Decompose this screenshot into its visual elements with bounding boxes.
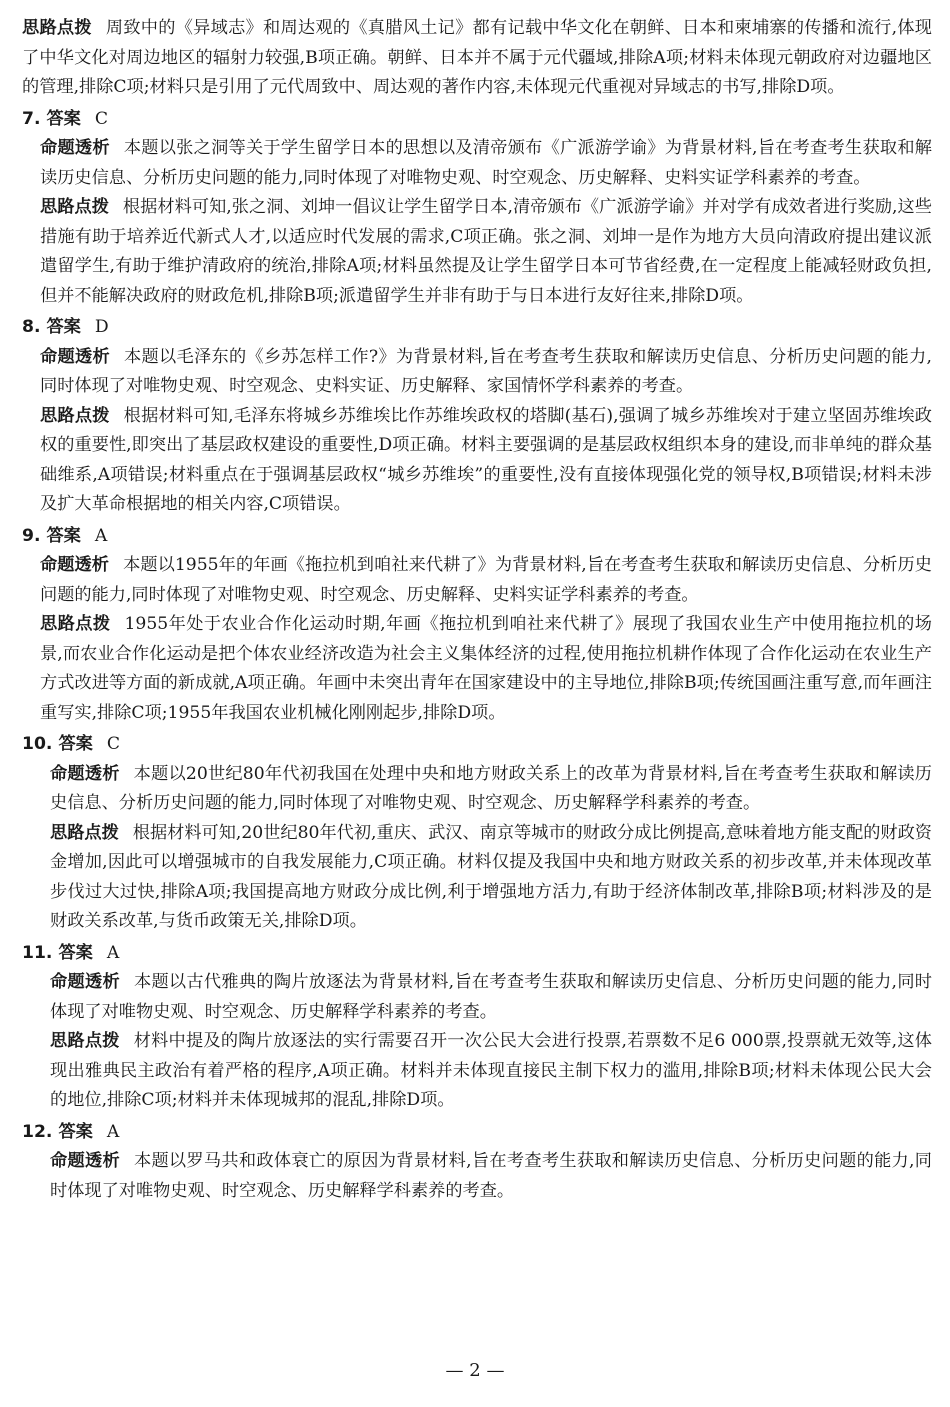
analysis-text: 本题以毛泽东的《乡苏怎样工作?》为背景材料,旨在考查考生获取和解读历史信息、分析历史问题的能力,同时体现了对唯物史观、时空观念、史料实证、历史解释、家国情怀学科素养的考查。 bbox=[40, 346, 932, 396]
lead-hint-text: 周致中的《异域志》和周达观的《真腊风土记》都有记载中华文化在朝鲜、日本和柬埔寨的传播和流行,体现了中华文化对周边地区的辐射力较强,B项正确。朝鲜、日本并不属于元代疆域,排除A项;材料未体现元朝政府对边疆地区的管理,排除C项;材料只是引用了元代周致中、周达观的著作内容,未体现元代重视对异域志的书写,排除D项。 bbox=[22, 18, 932, 97]
answer-label: 答案 bbox=[58, 942, 93, 963]
hint-text: 根据材料可知,张之洞、刘坤一倡议让学生留学日本,清帝颁布《广派游学谕》并对学有成效者进行奖励,这些措施有助于培养近代新式人才,以适应时代发展的需求,C项正确。张之洞、刘坤一是作为地方大员向清政府提出建议派遣留学生,有助于维护清政府的统治,排除A项;材料虽然提及让学生留学日本可节省经费,在一定程度上能减轻财政负担,但并不能解决政府的财政危机,排除B项;派遣留学生并非有助于与日本进行友好往来,排除D项。 bbox=[40, 197, 932, 306]
analysis-paragraph bbox=[22, 343, 932, 402]
answer-label: 答案 bbox=[58, 1121, 93, 1142]
answer-heading bbox=[22, 313, 932, 343]
answer-choice: A bbox=[106, 1121, 120, 1142]
answer-choice: C bbox=[106, 734, 120, 754]
page-number: — 2 — bbox=[445, 1360, 505, 1381]
answer-heading bbox=[22, 939, 932, 969]
analysis-text: 本题以罗马共和政体衰亡的原因为背景材料,旨在考查考生获取和解读历史信息、分析历史问题的能力,同时体现了对唯物史观、时空观念、历史解释学科素养的考查。 bbox=[50, 1151, 932, 1201]
analysis-label: 命题透析 bbox=[40, 555, 110, 575]
analysis-paragraph bbox=[22, 1147, 932, 1206]
analysis-text: 本题以古代雅典的陶片放逐法为背景材料,旨在考查考生获取和解读历史信息、分析历史问题的能力,同时体现了对唯物史观、时空观念、历史解释学科素养的考查。 bbox=[50, 972, 932, 1022]
answer-heading bbox=[22, 522, 932, 552]
analysis-text: 本题以20世纪80年代初我国在处理中央和地方财政关系上的改革为背景材料,旨在考查考生获取和解读历史信息、分析历史问题的能力,同时体现了对唯物史观、时空观念、历史解释学科素养的考查。 bbox=[50, 763, 932, 813]
hint-text: 根据材料可知,20世纪80年代初,重庆、武汉、南京等城市的财政分成比例提高,意味着地方能支配的财政资金增加,因此可以增强城市的自我发展能力,C项正确。材料仅提及我国中央和地方财政关系的初步改革,并未体现改革步伐过大过快,排除A项;我国提高地方财政分成比例,利于增强地方活力,有助于经济体制改革,排除B项;材料涉及的是财政关系改革,与货币政策无关,排除D项。 bbox=[50, 822, 932, 931]
answer-heading bbox=[22, 105, 932, 135]
answer-label: 答案 bbox=[58, 734, 93, 754]
answer-choice: A bbox=[94, 525, 108, 546]
lead-hint-paragraph bbox=[22, 14, 932, 103]
analysis-text: 本题以张之洞等关于学生留学日本的思想以及清帝颁布《广派游学谕》为背景材料,旨在考查考生获取和解读历史信息、分析历史问题的能力,同时体现了对唯物史观、时空观念、历史解释、史料实证学科素养的考查。 bbox=[40, 138, 932, 188]
item-number: 9. bbox=[22, 525, 41, 546]
hint-label: 思路点拨 bbox=[50, 1031, 120, 1051]
analysis-label: 命题透析 bbox=[50, 763, 120, 784]
analysis-paragraph bbox=[22, 760, 932, 819]
analysis-text: 本题以1955年的年画《拖拉机到咱社来代耕了》为背景材料,旨在考查考生获取和解读历史信息、分析历史问题的能力,同时体现了对唯物史观、时空观念、历史解释、史料实证学科素养的考查。 bbox=[40, 555, 932, 605]
hint-text: 1955年处于农业合作化运动时期,年画《拖拉机到咱社来代耕了》展现了我国农业生产中使用拖拉机的场景,而农业合作化运动是把个体农业经济改造为社会主义集体经济的过程,使用拖拉机耕作体现了合作化运动在农业生产方式改进等方面的新成就,A项正确。年画中未突出青年在国家建设中的主导地位,排除B项;传统国画注重写意,而年画注重写实,排除C项;1955年我国农业机械化刚刚起步,排除D项。 bbox=[40, 614, 932, 723]
hint-paragraph bbox=[22, 1027, 932, 1116]
hint-text: 根据材料可知,毛泽东将城乡苏维埃比作苏维埃政权的塔脚(基石),强调了城乡苏维埃对于建立坚固苏维埃政权的重要性,即突出了基层政权建设的重要性,D项正确。材料主要强调的是基层政权组织本身的建设,而非单纯的群众基础维系,A项错误;材料重点在于强调基层政权“城乡苏维埃”的重要性,没有直接体现强化党的领导权,B项错误;材料未涉及扩大革命根据地的相关内容,C项错误。 bbox=[40, 405, 932, 514]
hint-label: 思路点拨 bbox=[40, 614, 111, 634]
answer-label: 答案 bbox=[46, 108, 81, 129]
analysis-label: 命题透析 bbox=[40, 138, 110, 158]
answer-item-12 bbox=[22, 1118, 932, 1207]
analysis-paragraph bbox=[22, 134, 932, 193]
answer-item-7 bbox=[22, 105, 932, 312]
hint-paragraph bbox=[22, 402, 932, 520]
analysis-label: 命题透析 bbox=[50, 1151, 120, 1171]
analysis-paragraph bbox=[22, 551, 932, 610]
analysis-paragraph bbox=[22, 968, 932, 1027]
answer-choice: A bbox=[106, 942, 120, 963]
answer-choice: D bbox=[94, 317, 109, 337]
hint-text: 材料中提及的陶片放逐法的实行需要召开一次公民大会进行投票,若票数不足6 000票,投票就无效等,这体现出雅典民主政治有着严格的程序,A项正确。材料并未体现直接民主制下权力的滥用,排除B项;材料未体现公民大会的地位,排除C项;材料并未体现城邦的混乱,排除D项。 bbox=[50, 1031, 932, 1110]
hint-paragraph bbox=[22, 819, 932, 937]
item-number: 10. bbox=[22, 734, 53, 754]
answer-heading bbox=[22, 1118, 932, 1148]
hint-paragraph bbox=[22, 193, 932, 311]
item-number: 7. bbox=[22, 108, 41, 129]
answer-item-11 bbox=[22, 939, 932, 1116]
lead-hint-label: 思路点拨 bbox=[22, 18, 92, 38]
hint-label: 思路点拨 bbox=[40, 405, 110, 426]
answer-item-8 bbox=[22, 313, 932, 520]
hint-label: 思路点拨 bbox=[50, 822, 119, 843]
item-number: 8. bbox=[22, 317, 41, 337]
item-number: 12. bbox=[22, 1121, 53, 1142]
analysis-label: 命题透析 bbox=[50, 972, 120, 992]
hint-label: 思路点拨 bbox=[40, 197, 109, 217]
answer-content bbox=[22, 14, 932, 1206]
answer-heading bbox=[22, 730, 932, 760]
answer-choice: C bbox=[94, 108, 109, 129]
answer-label: 答案 bbox=[46, 317, 81, 337]
item-number: 11. bbox=[22, 942, 53, 963]
answer-label: 答案 bbox=[46, 525, 81, 546]
answer-item-9 bbox=[22, 522, 932, 729]
hint-paragraph bbox=[22, 610, 932, 728]
analysis-label: 命题透析 bbox=[40, 346, 110, 367]
answer-item-10 bbox=[22, 730, 932, 937]
